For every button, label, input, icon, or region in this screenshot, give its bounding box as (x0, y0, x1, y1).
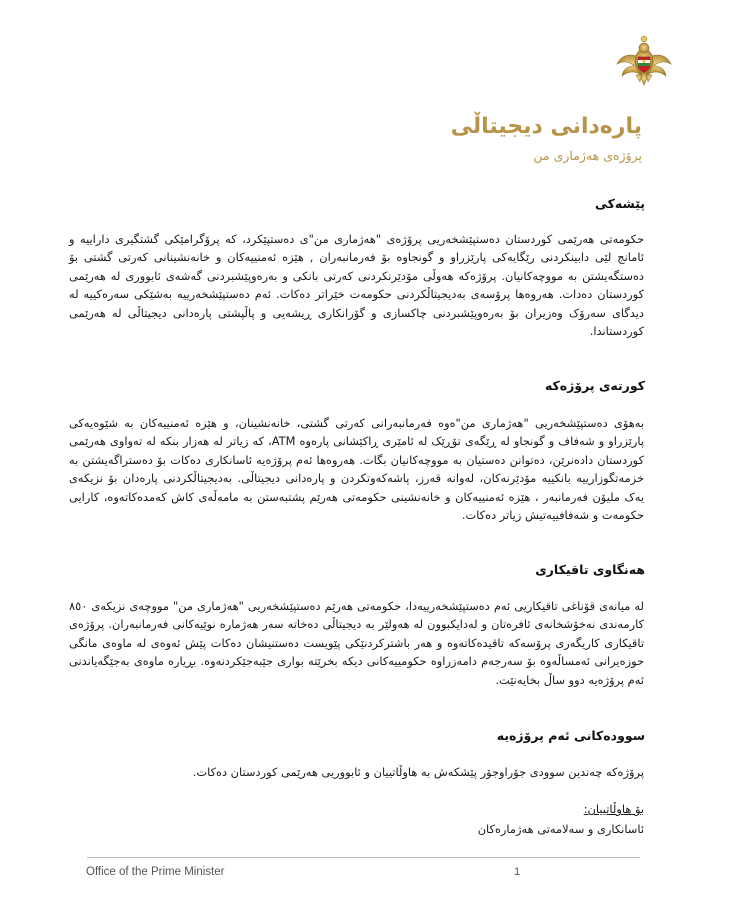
section-body-benefits: پرۆژەکە چەندین سوودی جۆراوجۆر پێشکەش بە هاوڵاتییان و ئابووریی هەرێمی کوردستان دەکات. (192, 765, 644, 779)
page-number: 1 (514, 866, 521, 878)
document-title: پارەدانی دیجیتاڵی (450, 114, 642, 139)
section-body-pilot: لە میانەی قۆناغی تاقیکاریی ئەم دەستپێشخەرییەدا، حکومەتی هەرێم دەستپێشخەریی "هەژماری من" مووچەی نزیکەی ٨٥٠ کارمەندی نەخۆشخانەی ئافرەتان و لەدایکبوون لە هەولێر بە دیجیتاڵی دەخاتە سەر هەژمارە نوێیەکانی فەرمانبەران. پرۆژەی تاقیکاری کاریگەری پرۆسەکە تاقیدەکاتەوە و هەر باشترکردنێکی پێویست دەستنیشان دەکات پێش ئەوەی لە ماوەی مانگی حوزەیرانی ئەمساڵەوە بۆ سەرجەم دامەزراوە حکومییەکانی دیکە بخرێتە بواری جێبەجێکردنەوە. بڕیارە ماوەی بەجێگەیاندنی ئەم پرۆژەیە دوو ساڵ بخایەنێت. (69, 599, 644, 687)
section-heading-summary: کورتەی پرۆژەکە (544, 378, 645, 393)
citizens-label: بۆ هاوڵاتییان: (583, 802, 644, 816)
kurdistan-region-emblem-icon (614, 30, 674, 90)
section-heading-benefits: سوودەکانی ئەم پرۆژەیە (496, 728, 645, 743)
section-body-introduction: حکومەتی هەرێمی کوردستان دەستپێشخەریی پرۆژەی "هەژماری من"ی دەستپێکرد، کە پرۆگرامێکی گشتگیری داراییە و ئامانج لێی دابینکردنی رێگایەکی پارێزراو و گونجاوە بۆ فەرمانبەران , هێزە ئەمنییەکان و خانەنشینانی کەرتی گشتی بۆ دەستگەیشتن بە مووچەکانیان. پرۆژەکە هەوڵی مۆدێرنکردنی کەرتی بانکی و بەرەوپێشبردنی گەشەی ئابووری لە هەرێمی کوردستان دەدات. هەروەها پرۆسەی بەدیجیتاڵکردنی حکومەت خێراتر دەکات. ئەم دەستپێشخەرییە بەشێکی سەرەکییە لە دیدگای سەرۆک وەزیران بۆ بەرەوپێشبردنی چاکسازی و گۆرانکاری ڕیشەیی و پاڵپشتی پارەدانی دیجیتاڵی لە هەرێمی کوردستاندا. (69, 232, 644, 339)
section-heading-introduction: پێشەکی (594, 196, 645, 211)
footer-office-name: Office of the Prime Minister (86, 866, 225, 878)
section-heading-pilot: هەنگاوی تاقیکاری (535, 562, 645, 577)
document-subtitle: پرۆژەی هەژماری من (533, 148, 642, 163)
citizens-item: ئاسانکاری و سەلامەتی هەژمارەکان (477, 822, 644, 836)
section-body-summary: بەهۆی دەستپێشخەریی "هەژماری من"ەوە فەرمانبەرانی کەرتی گشتی، خانەنشینان، و هێزە ئەمنییەکان بە شێوەیەکی پارێزراو و شەفاف و گونجاو لە ڕێگەی تۆڕێک لە ئامێری ڕاکێشانی پارەوە ATM، کە زیاتر لە هەزار بنکە لە تەواوی هەرێمی کوردستان دادەنرێن، دەتوانن دەستیان بە مووچەکانیان بگات. هەروەها ئەم پرۆژەیە ئاسانکاری دەکات بۆ دەستراگەیشتن بە خزمەتگوزارییە بانکییە مۆدێرنەکان، لەوانە قەرز، پاشەکەوتکردن و پارەدانی دیجیتاڵی. بەدیجیتاڵکردنی پارەدان بۆ نزیکەی یەک ملیۆن فەرمانبەر ، هێزە ئەمنییەکان و خانەنشینی حکومەتی هەرێم پشتبەستن بە مامەڵەی کاش کەمدەکاتەوە، کارایی حکومەت و شەفافییەتیش زیاتر دەکات. (69, 416, 644, 523)
footer-divider (87, 857, 640, 858)
